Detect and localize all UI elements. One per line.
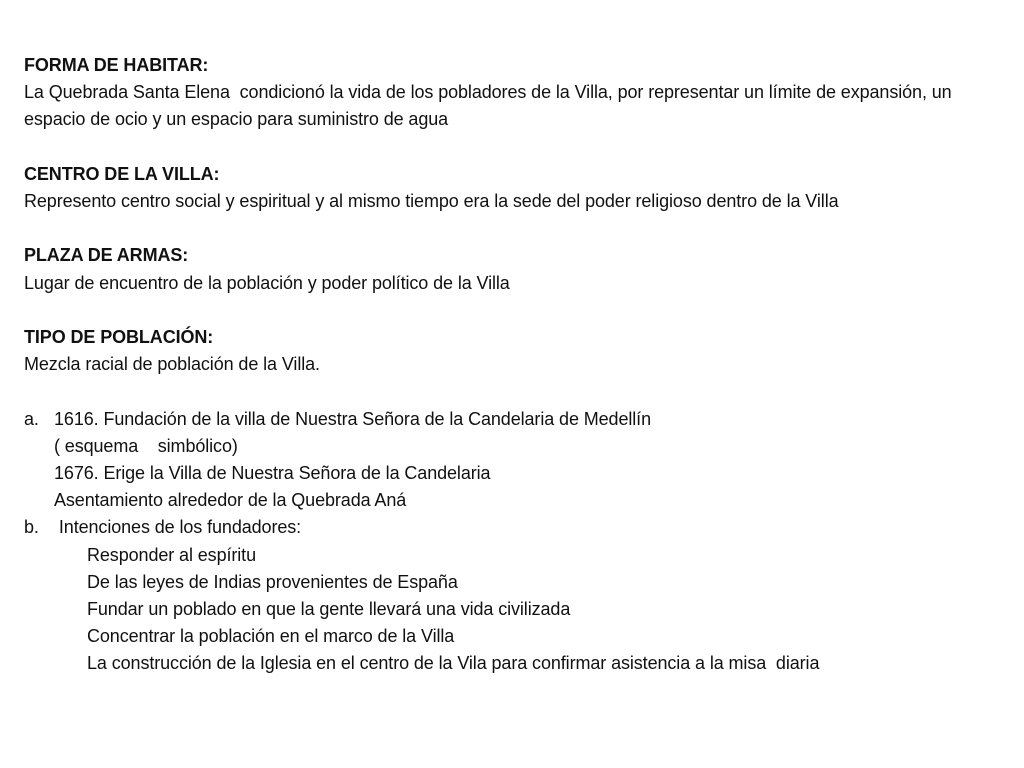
- list-item-text: Intenciones de los fundadores:: [54, 517, 302, 538]
- section-heading: PLAZA DE ARMAS:: [24, 245, 189, 266]
- list-item-text: 1616. Fundación de la villa de Nuestra Señora de la Candelaria de Medellín: [54, 408, 651, 429]
- list-subline: Asentamiento alrededor de la Quebrada Aná: [54, 490, 407, 511]
- section-tipo-de-poblacion: [24, 324, 1000, 378]
- list-item-a: [24, 406, 1000, 515]
- section-heading: FORMA DE HABITAR:: [24, 55, 209, 75]
- list-item-b: [24, 514, 1000, 677]
- list-subline: ( esquema simbólico): [54, 435, 238, 456]
- list-item-first-line: [24, 406, 1000, 433]
- list-subline: De las leyes de Indias provenientes de España: [87, 571, 458, 592]
- list-subline: Concentrar la población en el marco de la Villa: [87, 626, 455, 647]
- section-forma-de-habitar: [24, 52, 1000, 134]
- section-text: Represento centro social y espiritual y al mismo tiempo era la sede del poder religioso dentro de la Villa: [24, 191, 839, 211]
- list-subline: Fundar un poblado en que la gente llevará una vida civilizada: [87, 599, 571, 619]
- section-centro-de-la-villa: [24, 161, 1000, 215]
- list-marker: a.: [24, 408, 39, 429]
- list-subline: Responder al espíritu: [87, 544, 256, 565]
- section-heading: CENTRO DE LA VILLA:: [24, 163, 220, 184]
- section-heading: TIPO DE POBLACIÓN:: [24, 326, 214, 347]
- section-text: Lugar de encuentro de la población y poder político de la Villa: [24, 272, 510, 293]
- list-item-first-line: [24, 514, 1000, 541]
- section-text: La Quebrada Santa Elena condicionó la vida de los pobladores de la Villa, por representar un límite de expansión, un espacio de ocio y un espacio para suministro de agua: [24, 82, 957, 130]
- list-subline: 1676. Erige la Villa de Nuestra Señora de la Candelaria: [54, 462, 491, 483]
- list-marker: b.: [24, 517, 39, 538]
- section-plaza-de-armas: [24, 242, 1000, 296]
- list-subline: La construcción de la Iglesia en el centro de la Vila para confirmar asistencia a la misa diaria: [87, 653, 820, 674]
- section-text: Mezcla racial de población de la Villa.: [24, 354, 320, 375]
